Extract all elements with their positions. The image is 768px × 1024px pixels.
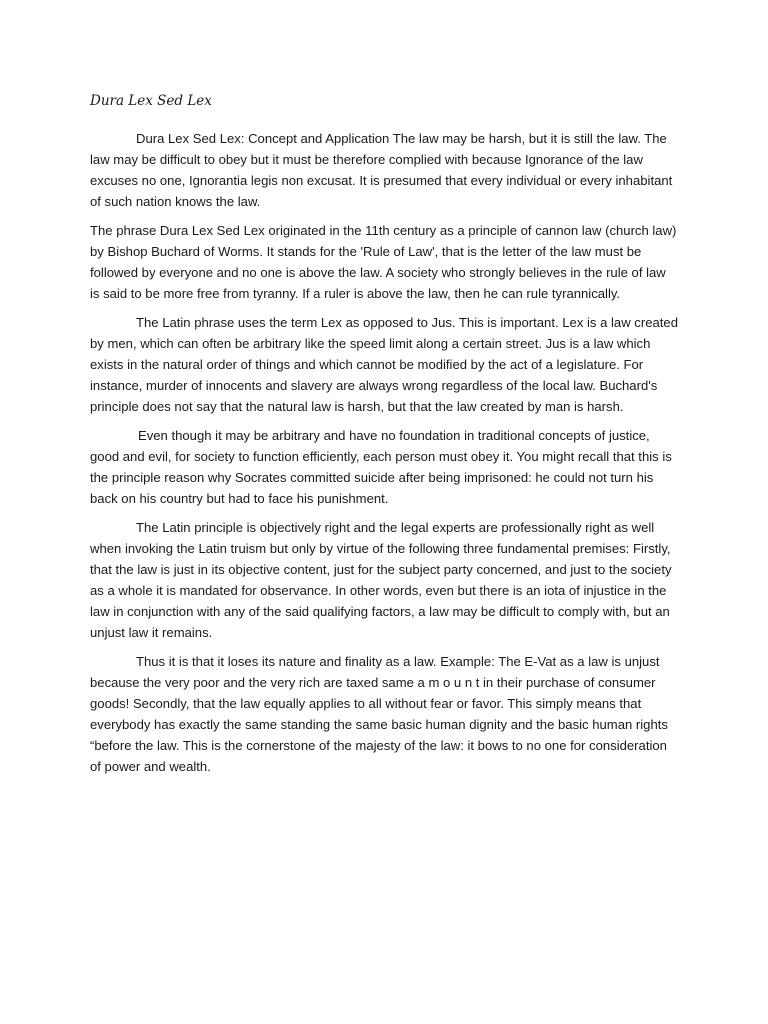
paragraph-premises: The Latin principle is objectively right and the legal experts are professionally right as well when invoking the Latin truism but only by virtue of the following three fundamental premises: Firstly, that the law is just in its objective content, just for the subject party concerned, and just to the society as a whole it is mandated for observance. In other words, even but there is an iota of injustice in the law in conjunction with any of the said qualifying factors, a law may be difficult to comply with, but an unjust law it remains. xyxy=(90,520,672,640)
paragraph-obedience: Even though it may be arbitrary and have no foundation in traditional concepts of justice, good and evil, for society to function efficiently, each person must obey it. You might recall that this is the principle reason why Socrates committed suicide after being imprisoned: he could not turn his back on his country but had to face his punishment. xyxy=(90,428,672,506)
document-title: Dura Lex Sed Lex xyxy=(90,93,212,109)
paragraph-example: Thus it is that it loses its nature and finality as a law. Example: The E-Vat as a law is unjust because the very poor and the very rich are taxed same a m o u n t in their purchase of consumer goods! Secondly, that the law equally applies to all without fear or favor. This simply means that everybody has exactly the same standing the same basic human dignity and the basic human rights “before the law. This is the cornerstone of the majesty of the law: it bows to no one for consideration of power and wealth. xyxy=(90,654,668,774)
paragraph-concept: Dura Lex Sed Lex: Concept and Application The law may be harsh, but it is still the law. The law may be difficult to obey but it must be therefore complied with because Ignorance of the law excuses no one, Ignorantia legis non excusat. It is presumed that every individual or every inhabitant of such nation knows the law. xyxy=(90,131,673,209)
paragraph-lex-vs-jus: The Latin phrase uses the term Lex as opposed to Jus. This is important. Lex is a law created by men, which can often be arbitrary like the speed limit along a certain street. Jus is a law which exists in the natural order of things and which cannot be modified by the act of a legislature. For instance, murder of innocents and slavery are always wrong regardless of the local law. Buchard's principle does not say that the natural law is harsh, but that the law created by man is harsh. xyxy=(90,315,678,414)
paragraph-origin: The phrase Dura Lex Sed Lex originated in the 11th century as a principle of cannon law (church law) by Bishop Buchard of Worms. It stands for the 'Rule of Law', that is the letter of the law must be followed by everyone and no one is above the law. A society who strongly believes in the rule of law is said to be more free from tyranny. If a ruler is above the law, then he can rule tyrannically. xyxy=(90,223,677,301)
